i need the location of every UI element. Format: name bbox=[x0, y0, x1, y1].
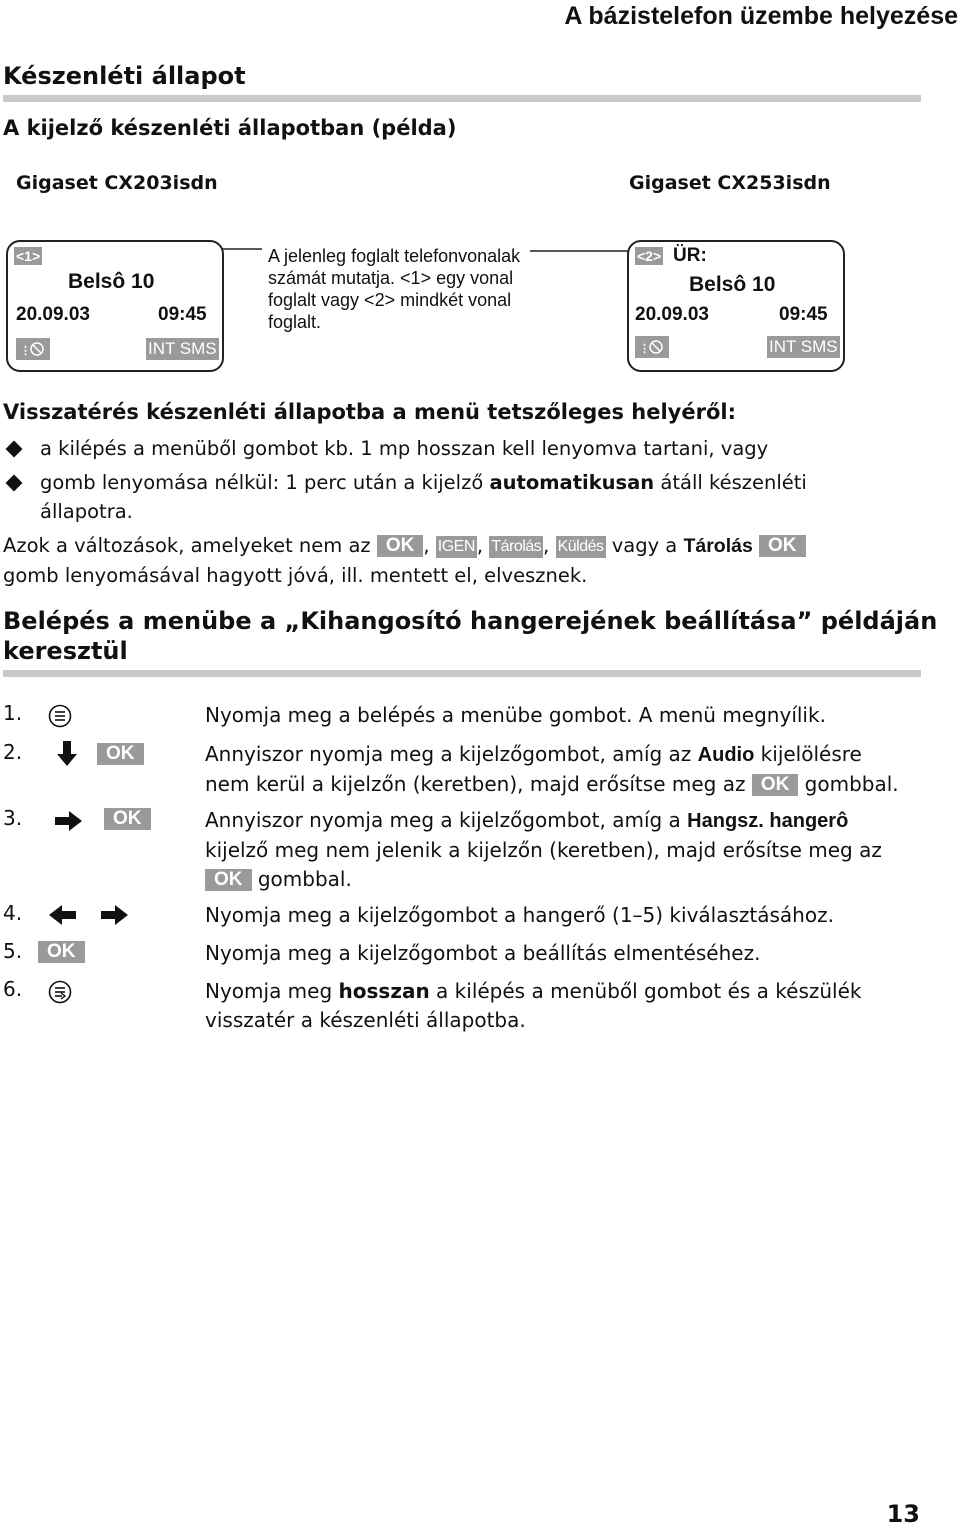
step-number: 4. bbox=[3, 901, 23, 925]
bullet-text-2: gomb lenyomása nélkül: 1 perc után a kijelző automatikusan átáll készenléti állapotra. bbox=[40, 471, 807, 523]
ok-key: OK bbox=[104, 808, 151, 830]
display-right bbox=[627, 240, 845, 372]
display-time: 09:45 bbox=[158, 304, 207, 325]
step-text: Annyiszor nyomja meg a kijelzőgombot, amíg az Audio kijelölésre nem kerül a kijelzőn (keretben), majd erősítse meg az OK gombbal. bbox=[205, 742, 899, 796]
menu-key-icon bbox=[48, 704, 72, 732]
ok-key: OK bbox=[752, 774, 799, 796]
arrow-right-icon bbox=[55, 810, 83, 836]
step-text: Nyomja meg a kijelzőgombot a beállítás elmentéséhez. bbox=[205, 941, 761, 965]
section-title: Készenléti állapot bbox=[3, 62, 246, 90]
display-date: 20.09.03 bbox=[16, 304, 90, 325]
step-text: Nyomja meg a kijelzőgombot a hangerő (1–5) kiválasztásához. bbox=[205, 903, 834, 927]
bullet-text-1: a kilépés a menüből gombot kb. 1 mp hosszan kell lenyomva tartani, vagy bbox=[40, 437, 769, 460]
ok-key: OK bbox=[377, 535, 424, 557]
exit-key-icon bbox=[48, 980, 72, 1008]
softkey-int-sms[interactable]: INT SMS bbox=[769, 337, 838, 356]
kuldes-key: Küldés bbox=[556, 536, 606, 558]
ok-key: OK bbox=[205, 869, 252, 891]
svg-text:⋮: ⋮ bbox=[20, 345, 31, 357]
step-number: 6. bbox=[3, 977, 23, 1001]
ok-key: OK bbox=[38, 941, 85, 963]
display-left bbox=[6, 240, 224, 372]
page-number: 13 bbox=[886, 1500, 920, 1528]
display-date: 20.09.03 bbox=[635, 304, 709, 325]
step-text: Nyomja meg a belépés a menübe gombot. A menü megnyílik. bbox=[205, 703, 826, 727]
section-rule bbox=[3, 670, 921, 677]
step-number: 2. bbox=[3, 740, 23, 764]
igen-key: IGEN bbox=[436, 536, 477, 558]
return-heading: Visszatérés készenléti állapotba a menü tetszőleges helyéről: bbox=[3, 400, 736, 424]
svg-text:⋮: ⋮ bbox=[639, 343, 650, 355]
ok-key: OK bbox=[97, 743, 144, 765]
status-label: ÜR: bbox=[673, 245, 707, 266]
step-number: 5. bbox=[3, 939, 23, 963]
arrow-left-icon bbox=[48, 904, 76, 930]
model-right-label: Gigaset CX253isdn bbox=[629, 172, 831, 194]
step-number: 3. bbox=[3, 806, 23, 830]
tarolas-key: Tárolás bbox=[489, 536, 543, 558]
line-indicator: <2> bbox=[637, 248, 662, 264]
bullet-icon bbox=[6, 441, 23, 458]
model-left-label: Gigaset CX203isdn bbox=[16, 172, 218, 194]
step-number: 1. bbox=[3, 701, 23, 725]
display-time: 09:45 bbox=[779, 304, 828, 325]
arrow-down-icon bbox=[56, 741, 78, 771]
handset-name: Belsô 10 bbox=[689, 273, 776, 296]
arrow-right-icon bbox=[101, 904, 129, 930]
handset-name: Belsô 10 bbox=[68, 270, 155, 293]
callout-text: A jelenleg foglalt telefonvonalak számát mutatja. <1> egy vonal foglalt vagy <2> mindkét vonal foglalt. bbox=[268, 246, 521, 332]
subsection-title: A kijelző készenléti állapotban (példa) bbox=[3, 116, 457, 140]
bullet-icon bbox=[6, 475, 23, 492]
note-paragraph: Azok a változások, amelyeket nem az OK , IGEN , Tárolás , Küldés vagy a Tárolás OK gomb lenyomásával hagyott jóvá, ill. mentett el, elvesznek. bbox=[3, 531, 933, 590]
section2-title: Belépés a menübe a „Kihangosító hangerejének beállítása” példáján keresztül bbox=[3, 607, 938, 665]
call-list-icon[interactable] bbox=[16, 338, 50, 360]
call-list-icon[interactable] bbox=[635, 336, 669, 358]
ok-key: OK bbox=[759, 535, 806, 557]
chapter-title: A bázistelefon üzembe helyezése bbox=[564, 2, 958, 30]
softkey-int-sms[interactable]: INT SMS bbox=[148, 339, 217, 358]
step-text: Nyomja meg hosszan a kilépés a menüből gombot és a készülék visszatér a készenléti állapotba. bbox=[205, 979, 862, 1032]
step-text: Annyiszor nyomja meg a kijelzőgombot, amíg a Hangsz. hangerô kijelző meg nem jelenik a kijelzőn (keretben), majd erősítse meg az OK gombbal. bbox=[205, 808, 882, 891]
line-indicator: <1> bbox=[16, 248, 41, 264]
